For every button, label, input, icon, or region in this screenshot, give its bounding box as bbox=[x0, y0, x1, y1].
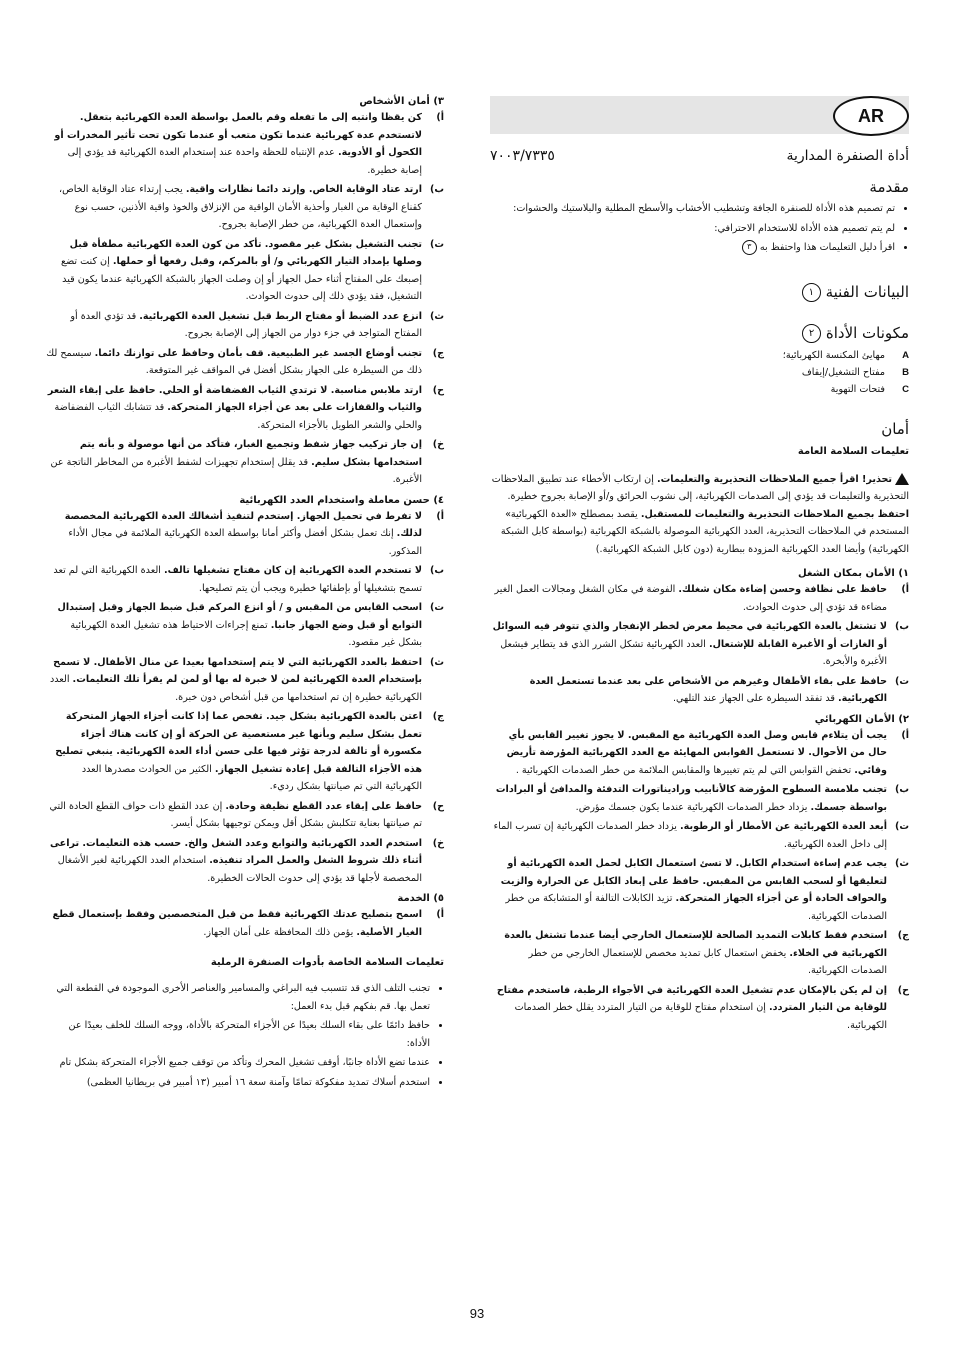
list-item: ج) استخدم فقط كابلات التمديد الصالحة للإستعمال الخارجي أيضا عندما تشتغل بالعدة الكهربائية في الخلاء. يخفض استعمال كابل تمديد مخصص للإستعمال الخارجي من خطر الصدمات الكهربائية. bbox=[504, 930, 909, 976]
service-title: ٥) الخدمة bbox=[397, 893, 444, 904]
list-item: ج) تجنب أوضاع الجسد غير الطبيعية. قف بأمان وحافظ على توازنك دائما. سيسمح لك ذلك من السيطرة على الجهاز بشكل أفضل في المواقف غير المتوقعة. bbox=[46, 347, 444, 376]
figure-ref: ٣ bbox=[742, 240, 757, 255]
right-column bbox=[490, 96, 909, 1036]
list-item: • استخدم أسلاك تمديد مفكوكة تمامًا وآمنة سعة ١٦ أمبير (١٣ أمبير في بريطانيا العظمى) bbox=[44, 1074, 430, 1092]
list-item: A مهايئ المكنسة الكهربائية؛ bbox=[782, 349, 909, 361]
electrical-items bbox=[490, 727, 909, 1035]
list-item: ت) اسحب القابس من المقبس و / أو انزع المركم قبل ضبط الجهاز وقبل إستبدال التوابع أو قبل وضع الجهاز جانبا. تمنع إجراءات الاحتياط هذه تشغيل العدة الكهربائية بشكل غير مقصود. bbox=[57, 602, 444, 648]
title-row bbox=[490, 148, 909, 164]
technical-data-heading: البيانات الفنية ١ bbox=[490, 283, 909, 302]
list-item: ب) ارتد عتاد الوقاية الخاص. وإرتد دائما نظارات واقية. يجب إرتداء عتاد الوقاية الخاص، كقناع الوقاية من الغبار وأحذية الأمان الواقية من الإنزلاق والخوذ واقية الأذنين، حسب نوع وإستعمال العدة الكهربائية، من خطر الإصابة بجروح. bbox=[59, 184, 444, 230]
list-item: ث) احتفظ بالعدد الكهربائية التي لا يتم إستخدامها بعيدا عن منال الأطفال. لا تسمح بإستخدام العدة الكهربائية لمن لا خبرة له بها أو لمن لم يقرأ تلك التعليمات. العدد الكهربائية خطيرة إن تم استخدامها من قبل أشخاص دون خبرة. bbox=[49, 656, 444, 703]
intro-heading: مقدمة bbox=[869, 178, 909, 196]
personal-items bbox=[44, 109, 444, 489]
sander-safety-list bbox=[44, 980, 444, 1091]
list-item: B مفتاح التشغيل/إيقاف bbox=[801, 366, 909, 378]
figure-ref: ٢ bbox=[802, 324, 821, 343]
left-column bbox=[44, 96, 444, 1093]
page-number: 93 bbox=[469, 1306, 485, 1321]
list-item: خ) استخدم العدد الكهربائية والتوابع وعدد الشغل والخ. حسب هذه التعليمات. تراعى أثناء ذلك شروط الشغل والعمل المراد تنفيذه. استخدام العدد الكهربائية لغير الأشغال المخصصة لأجلها قد يؤدي إلى حدوث الحالات الخطيرة. bbox=[49, 837, 444, 884]
list-item: ب) تجنب ملامسة السطوح المؤرضة كالأنابيب وراديناتورات التدفئة والمدافئ أو البرادات بواسطة جسمك. يزداد خطر الصدمات الكهربائية عندما يكون جسمك مؤرض. bbox=[495, 784, 909, 813]
list-item: أ) كن يقظا وانتبه إلى ما تفعله وقم بالعمل بواسطة العدة الكهربائية بتعقل. لاتستخدم عدة كهربائية عندما تكون متعب أو عندما تكون تحت تأثير المخدرات أو الكحول أو الأدوية. عدم الإنتباه للحظة واحدة عند إستخدام العدة الكهربائية قد يؤدي إلى إصابة خطيرة. bbox=[54, 112, 444, 176]
electrical-safety-title: ٢) الأمان الكهربائي bbox=[814, 713, 909, 725]
language-badge: AR bbox=[833, 96, 909, 136]
work-area-items bbox=[490, 581, 909, 708]
product-name: أداة الصنفرة المدارية bbox=[786, 148, 909, 164]
list-item: أ) يجب أن يتلاءم قابس وصل العدة الكهربائية مع المقبس. لا يجوز تغيير القابس بأي حال من الأحوال. لا تستعمل القوابس المهايئة مع العدد الكهربائية المؤرضة تأريض وقائي. تخفض القوابس التي لم يتم تغييرها والمقابس الملائمة من خطر الصدمات الكهربائية . bbox=[506, 729, 909, 776]
list-item: أ) اسمح بتصليح عدتك الكهربائية فقط من قبل المتخصصين وفقط بإستعمال قطع الغيار الأصلية. يؤمن ذلك المحافظة على أمان الجهاز. bbox=[52, 909, 444, 938]
list-item: ث) يجب عدم إساءة استخدام الكابل. لا تسئ استعمال الكابل لحمل العدة الكهربائية أو لتعليقها أو لسحب القابس من المقبس. حافظ على إبعاد الكابل عن الحرارة والزيت والحواف الحادة أو عن أجزاء الجهاز المتحركة. تزيد الكابلات التالفة أو المتشابكة من خطر الصدمات الكهربائية. bbox=[500, 858, 909, 922]
list-item: ب) لا تستخدم العدة الكهربائية إن كان مفتاح تشغيلها تالف. العدة الكهربائية التي لم تعد تسمح بتشغيلها أو بإطفائها خطيرة ويجب أن يتم تصليحها. bbox=[53, 565, 444, 594]
figure-ref: ١ bbox=[802, 283, 821, 302]
list-item: أ) لا تفرط في تحميل الجهاز. إستخدم لتنفيذ أشغالك العدة الكهربائية المخصصة لذلك. إنك تعمل بشكل أفضل وأكثر أمانا بواسطة العدة الكهربائية الملائمة في مجال الأداء المذكور. bbox=[64, 510, 444, 557]
work-area-title: ١) الأمان بمكان الشغل bbox=[798, 568, 909, 579]
handling-items bbox=[44, 508, 444, 888]
list-item: ح) إن لم يكن بالإمكان عدم تشغيل العدة الكهربائية في الأجواء الرطبة، فاستخدم مفتاح للوقاية من التيار المتردد. إن استخدام مفتاح للوقاية من التيار المتردد يقلل خطر الصدمات الكهربائية. bbox=[496, 984, 909, 1031]
list-item: ح) ارتد ملابس مناسبة. لا ترتدي الثياب الفضفاضة أو الحلي. حافظ على إبقاء الشعر والثياب والقفازات على بعد عن أجزاء الجهاز المتحركة. قد تتشابك الثياب الفضفاضة والحلي والشعر الطويل بالأجزاء المتحركة. bbox=[47, 384, 444, 431]
general-safety-subheading: تعليمات السلامة العامة bbox=[797, 445, 909, 457]
components-heading: مكونات الأداة ٢ bbox=[490, 324, 909, 343]
sander-safety-heading: تعليمات السلامة الخاصة بأدوات الصنفرة الرملية bbox=[210, 957, 444, 968]
list-item: • اقرأ دليل التعليمات هذا واحتفظ به ٣ bbox=[490, 239, 895, 257]
intro-list bbox=[490, 200, 909, 257]
list-item: • تم تصميم هذه الأداة للصنفرة الجافة وتشطيب الأخشاب والأسطح المطلية والبلاستيك والحشوات: bbox=[490, 200, 895, 218]
handling-title: ٤) حسن معاملة واستخدام العدد الكهربائية bbox=[239, 494, 444, 506]
warning-icon bbox=[895, 473, 909, 485]
list-item: • حافظ دائمًا على بقاء السلك بعيدًا عن الأجزاء المتحركة بالأداة، ووجه السلك للخلف بعيدًا عن الأداة: bbox=[44, 1017, 430, 1052]
list-item: • عندما تضع الأداة جانبًا، أوقف تشغيل المحرك وتأكد من توقف جميع الأجزاء المتحركة بشكل تام bbox=[44, 1054, 430, 1072]
header-band bbox=[490, 96, 909, 134]
components-list bbox=[490, 347, 909, 398]
personal-safety-title: ٣) أمان الأشخاص bbox=[359, 96, 444, 107]
service-items bbox=[44, 906, 444, 941]
list-item: ت) تجنب التشغيل بشكل غير مقصود. تأكد من كون العدة الكهربائية مطفأة قبل وصلها بإمداد التيار الكهربائي و/ أو بالمركم، وقبل رفعها أو حملها. إن كنت تضع إصبعك على المفتاح أثناء حمل الجهاز أو إن وصلت الجهاز بالشبكة الكهربائية عندما يكون قيد التشغيل، فقد يؤدي ذلك إلى حدوث الحوادث. bbox=[60, 238, 444, 302]
list-item: خ) إن جاز تركيب جهاز شفط وتجميع الغبار، فتأكد من أنها موصولة و بأنه يتم استخدامها بشكل سليم. قد يقلل إستخدام تجهيزات لشفط الأغبرة من المخاطر الناتجة عن الأغبرة. bbox=[50, 439, 444, 485]
list-item: ج) اعتن بالعدة الكهربائية بشكل جيد. تفحص عما إذا كانت أجزاء الجهاز المتحركة تعمل بشكل سليم وبأنها غير مستعصية عن الحركة أو إن كانت هناك أجزاء مكسورة أو تالفة لدرجة تؤثر فيها على حسن أداء العدة الكهربائية. ينبغي تصليح هذه الأجزاء التالفة قبل إعادة تشغيل الجهاز. الكثير من الحوادث مصدرها العدد الكهربائية التي تم صيانتها بشكل رديء. bbox=[55, 711, 444, 792]
list-item: ب) لا تشتغل بالعدة الكهربائية في محيط معرض لخطر الإنفجار والذي تتوفر فيه السوائل أو الغازات أو الأغبرة القابلة للإشتعال. العدد الكهربائية تشكل الشرر الذي قد يتطاير فيشعل الأغبرة والأبخرة. bbox=[492, 621, 909, 667]
list-item: ت) أبعد العدة الكهربائية عن الأمطار أو الرطوبة. يزداد خطر الصدمات الكهربائية إن تسرب الماء إلى داخل العدة الكهربائية. bbox=[493, 821, 909, 850]
warning-paragraph: تحذير! اقرأ جميع الملاحظات التحذيرية والتعليمات. إن ارتكاب الأخطاء عند تطبيق الملاحظات التحذيرية والتعليمات قد يؤدي إلى الصدمات الكهربائية، إلى نشوب الحرائق و/أو الإصابة بجروح خطيرة. احتفظ بجميع الملاحظات التحذيرية والتعليمات للمستقبل. يقصد بمصطلح «العدة الكهربائية» المستخدم في الملاحظات التحذيرية، العدد الكهربائية الموصولة بالشبكة الكهربائية (بواسطة كابل الشبكة الكهربائية) وأيضا العدد الكهربائية المزودة ببطارية (دون كابل الشبكة الكهربائية.) bbox=[491, 473, 909, 555]
list-item: أ) حافظ على نظافة وحسن إضاءة مكان شغلك. الفوضة في مكان الشغل ومجالات العمل الغير مضاءة قد تؤدي إلى حدوث الحوادث. bbox=[494, 584, 909, 613]
model-number: ٧٠٠٣/٧٣٣٥ bbox=[490, 148, 555, 164]
list-item: ت) حافظ على بقاء الأطفال وغيرهم من الأشخاص على بعد عندما تستعمل العدة الكهربائية. قد تفقد السيطرة على الجهاز عند التلهي. bbox=[529, 675, 909, 704]
safety-heading: أمان bbox=[881, 419, 909, 438]
list-item: ث) انزع عدد الضبط أو مفتاح الربط قبل تشغيل العدة الكهربائية. قد تؤدي العدة أو المفتاح المتواجد في جزء دوار من الجهاز إلى الإصابة بجروح. bbox=[70, 310, 444, 339]
list-item: • لم يتم تصميم هذه الأداة للاستخدام الاحترافي: bbox=[490, 220, 895, 238]
list-item: • تجنب التلف الذي قد تتسبب فيه البراغي والمسامير والعناصر الأخرى الموجودة في القطعة التي تعمل بها. قم بفكهم قبل بدء العمل: bbox=[44, 980, 430, 1015]
list-item: ح) حافظ على إبقاء عدد القطع نظيفة وحادة. إن عدد القطع ذات حواف القطع الحادة التي تم صيانتها بعناية تتكلبش بشكل أقل ويمكن توجيهها بشكل أيسر. bbox=[49, 800, 444, 829]
list-item: C فتحات التهوية bbox=[830, 383, 909, 395]
